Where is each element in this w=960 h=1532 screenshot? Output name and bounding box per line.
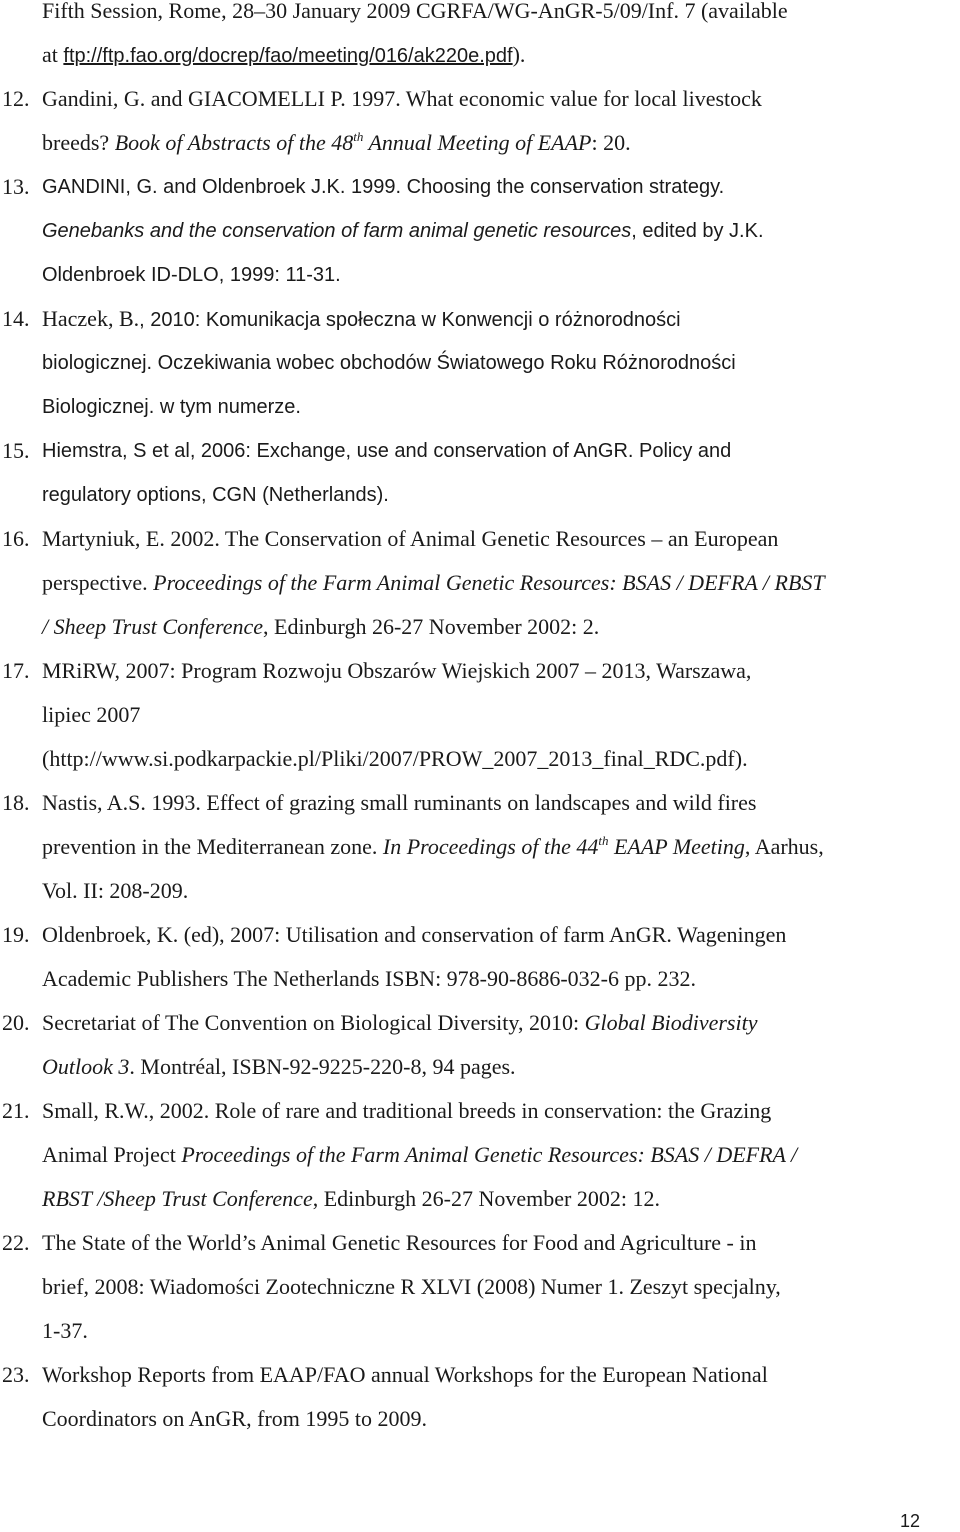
reference-text: Nastis, A.S. 1993. Effect of grazing small ruminants on landscapes and wild fires	[42, 790, 757, 815]
reference-text: lipiec 2007	[42, 702, 141, 727]
reference-text: at	[42, 42, 64, 67]
reference-line	[42, 964, 696, 994]
reference-text: Gandini, G. and GIACOMELLI P. 1997. What economic value for local livestock	[42, 86, 762, 111]
reference-text: Vol. II: 208-209.	[42, 878, 189, 903]
reference-italic-text: Book of Abstracts of the 48	[114, 130, 354, 155]
reference-url[interactable]: (http://www.si.podkarpackie.pl/Pliki/2007/PROW_2007_2013_final_RDC.pdf).	[42, 746, 748, 771]
reference-text: Coordinators on AnGR, from 1995 to 2009.	[42, 1406, 427, 1431]
reference-number: 23.	[2, 1362, 30, 1387]
superscript: th	[598, 833, 609, 848]
reference-line	[42, 392, 301, 422]
reference-number: 21.	[2, 1098, 30, 1123]
reference-line	[42, 128, 631, 158]
reference-text: Oldenbroek ID-DLO, 1999: 11-31.	[42, 264, 341, 286]
reference-line	[42, 744, 748, 774]
reference-line	[42, 1008, 757, 1038]
reference-line	[42, 700, 140, 730]
reference-line	[42, 348, 736, 378]
ftp-link[interactable]: ftp://ftp.fao.org/docrep/fao/meeting/016/ak220e.pdf	[63, 45, 513, 67]
reference-text: , Edinburgh 26-27 November 2002: 2.	[263, 614, 600, 639]
reference-line	[42, 436, 731, 466]
reference-line	[42, 84, 762, 114]
reference-text: Workshop Reports from EAAP/FAO annual Workshops for the European National	[42, 1362, 768, 1387]
reference-line	[42, 920, 786, 950]
reference-text: ).	[512, 42, 526, 67]
reference-number: 14.	[2, 306, 30, 331]
reference-text: Secretariat of The Convention on Biological Diversity, 2010:	[42, 1010, 585, 1035]
reference-line	[42, 216, 764, 246]
reference-italic-text: EAAP Meeting	[608, 834, 745, 859]
reference-text: Fifth Session, Rome, 28–30 January 2009 CGRFA/WG-AnGR-5/09/Inf. 7 (available	[42, 0, 788, 23]
reference-line	[42, 1140, 797, 1170]
reference-italic-text: Global Biodiversity	[584, 1010, 758, 1035]
reference-text: biologicznej. Oczekiwania wobec obchodów Światowego Roku Różnorodności	[42, 352, 736, 374]
reference-number: 16.	[2, 526, 30, 551]
reference-line	[42, 1052, 516, 1082]
reference-text: , Edinburgh 26-27 November 2002: 12.	[312, 1186, 660, 1211]
reference-text: Small, R.W., 2002. Role of rare and traditional breeds in conservation: the Grazing	[42, 1098, 772, 1123]
reference-italic-text: Annual Meeting of EAAP	[363, 130, 592, 155]
reference-text: 1-37.	[42, 1318, 88, 1343]
reference-italic-text: RBST /Sheep Trust Conference	[42, 1186, 313, 1211]
reference-line	[42, 260, 341, 290]
reference-text: Hiemstra, S et al, 2006: Exchange, use and conservation of AnGR. Policy and	[42, 440, 732, 462]
reference-line	[42, 656, 751, 686]
reference-number: 18.	[2, 790, 30, 815]
reference-line	[42, 568, 825, 598]
page-number: 12	[900, 1511, 921, 1531]
reference-italic-text: Genebanks and the conservation of farm animal genetic resources	[42, 220, 632, 242]
reference-line	[42, 1404, 427, 1434]
reference-line	[42, 832, 824, 862]
reference-text: perspective.	[42, 570, 154, 595]
reference-line	[42, 1184, 660, 1214]
reference-text: Biologicznej. w tym numerze.	[42, 396, 301, 418]
reference-line	[42, 1096, 771, 1126]
reference-italic-text: / Sheep Trust Conference	[42, 614, 263, 639]
reference-italic-text: In Proceedings of the 44	[382, 834, 599, 859]
reference-text: MRiRW, 2007: Program Rozwoju Obszarów Wiejskich 2007 – 2013, Warszawa,	[42, 658, 752, 683]
reference-text: Oldenbroek, K. (ed), 2007: Utilisation and conservation of farm AnGR. Wageningen	[42, 922, 787, 947]
reference-text: The State of the World’s Animal Genetic Resources for Food and Agriculture - in	[42, 1230, 757, 1255]
reference-number: 12.	[2, 86, 30, 111]
reference-text: , 2010: Komunikacja społeczna w Konwencji o różnorodności	[139, 309, 681, 331]
reference-line	[42, 612, 599, 642]
reference-text: , edited by J.K.	[631, 220, 764, 242]
superscript: th	[353, 129, 364, 144]
reference-line	[42, 480, 389, 510]
reference-text: Academic Publishers The Netherlands ISBN: 978-90-8686-032-6 pp. 232.	[42, 966, 696, 991]
reference-text: . Montréal, ISBN-92-9225-220-8, 94 pages.	[129, 1054, 516, 1079]
reference-text: Haczek, B.	[42, 306, 140, 331]
reference-number: 13.	[2, 174, 30, 199]
reference-number: 19.	[2, 922, 30, 947]
reference-line	[42, 172, 724, 202]
reference-text: Animal Project	[42, 1142, 182, 1167]
reference-line	[42, 1360, 768, 1390]
reference-text: GANDINI, G. and Oldenbroek J.K. 1999. Choosing the conservation strategy.	[42, 176, 725, 198]
reference-line	[42, 876, 188, 906]
reference-line	[42, 524, 778, 554]
reference-line	[42, 40, 525, 70]
reference-text: , Aarhus,	[744, 834, 824, 859]
reference-line	[42, 1228, 757, 1258]
reference-text: : 20.	[591, 130, 631, 155]
reference-text: Martyniuk, E. 2002. The Conservation of Animal Genetic Resources – an European	[42, 526, 779, 551]
reference-number: 17.	[2, 658, 30, 683]
reference-line	[42, 0, 788, 26]
reference-number: 22.	[2, 1230, 30, 1255]
reference-line	[42, 788, 756, 818]
reference-line	[42, 1316, 88, 1346]
reference-number: 15.	[2, 438, 30, 463]
reference-line	[42, 1272, 781, 1302]
reference-text: regulatory options, CGN (Netherlands).	[42, 484, 389, 506]
reference-italic-text: Proceedings of the Farm Animal Genetic Resources: BSAS / DEFRA / RBST	[153, 570, 825, 595]
reference-text: prevention in the Mediterranean zone.	[42, 834, 383, 859]
reference-italic-text: Proceedings of the Farm Animal Genetic Resources: BSAS / DEFRA /	[181, 1142, 798, 1167]
reference-italic-text: Outlook 3	[42, 1054, 130, 1079]
reference-line	[42, 304, 681, 334]
reference-number: 20.	[2, 1010, 30, 1035]
reference-text: breeds?	[42, 130, 115, 155]
reference-text: brief, 2008: Wiadomości Zootechniczne R XLVI (2008) Numer 1. Zeszyt specjalny,	[42, 1274, 781, 1299]
